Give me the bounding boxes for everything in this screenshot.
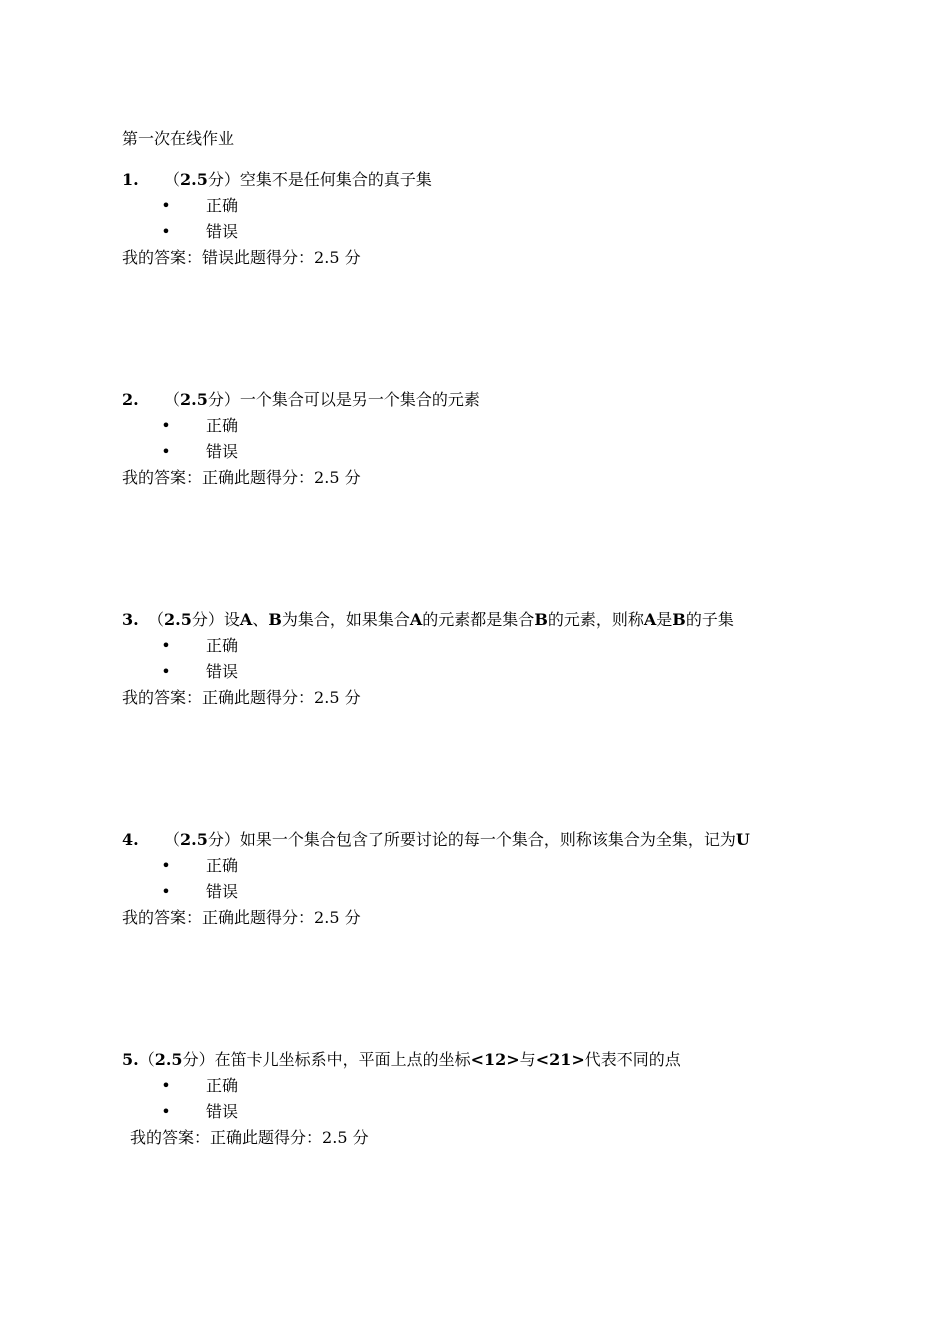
- score-open: （: [164, 170, 181, 189]
- text-part: 、: [252, 610, 269, 629]
- score-suffix: 分: [344, 688, 361, 707]
- text-part-bold: B: [534, 610, 548, 629]
- option-true[interactable]: [122, 1076, 842, 1096]
- option-label: 错误: [206, 882, 239, 901]
- text-part: 的子集: [685, 610, 734, 629]
- option-label: 正确: [206, 1076, 239, 1095]
- score-unit: 分）: [207, 390, 240, 409]
- score-suffix: 分: [344, 908, 361, 927]
- option-true[interactable]: [122, 196, 842, 216]
- option-list: [122, 196, 842, 242]
- question-stem: [122, 610, 842, 630]
- text-part: 如果一个集合包含了所要讨论的每一个集合，则称该集合为全集，记为: [239, 830, 736, 849]
- question-score: 2.5: [180, 390, 208, 409]
- text-part: 与: [519, 1050, 536, 1069]
- points-value: 2.5: [314, 908, 340, 927]
- question-text: [240, 830, 750, 849]
- score-prefix: 此题得分：: [242, 1128, 323, 1147]
- question-number: 1.: [122, 170, 139, 189]
- option-label: 错误: [206, 1102, 239, 1121]
- question-3: [122, 610, 842, 708]
- answer-line: [122, 468, 842, 488]
- text-part: 的元素都是集合: [422, 610, 535, 629]
- bullet-icon: •: [161, 222, 171, 241]
- bullet-icon: •: [161, 662, 171, 681]
- question-number: 2.: [122, 390, 139, 409]
- answer-value: 正确: [202, 908, 235, 927]
- question-stem: [122, 830, 842, 850]
- text-part: 设: [223, 610, 240, 629]
- text-part-bold: A: [239, 610, 253, 629]
- answer-prefix: 我的答案：: [130, 1128, 211, 1147]
- bullet-icon: •: [161, 1102, 171, 1121]
- bullet-icon: •: [161, 882, 171, 901]
- option-list: [122, 416, 842, 462]
- question-4: [122, 830, 842, 928]
- answer-prefix: 我的答案：: [122, 468, 203, 487]
- question-score: 2.5: [180, 170, 208, 189]
- answer-prefix: 我的答案：: [122, 908, 203, 927]
- score-suffix: 分: [344, 468, 361, 487]
- text-part-bold: <21>: [535, 1050, 585, 1069]
- score-open: （: [164, 390, 181, 409]
- question-text: 一个集合可以是另一个集合的元素: [239, 390, 480, 409]
- points-value: 2.5: [314, 248, 340, 267]
- text-part: 的元素，则称: [547, 610, 644, 629]
- score-unit: 分）: [207, 830, 240, 849]
- question-2: [122, 390, 842, 488]
- text-part-bold: A: [643, 610, 657, 629]
- question-score: 2.5: [164, 610, 192, 629]
- points-value: 2.5: [314, 688, 340, 707]
- bullet-icon: •: [161, 856, 171, 875]
- text-part-bold: B: [672, 610, 686, 629]
- text-part: 为集合，如果集合: [281, 610, 410, 629]
- bullet-icon: •: [161, 196, 171, 215]
- score-open: （: [148, 610, 165, 629]
- points-value: 2.5: [322, 1128, 348, 1147]
- answer-prefix: 我的答案：: [122, 688, 203, 707]
- score-prefix: 此题得分：: [234, 248, 315, 267]
- question-number: 5.: [122, 1050, 139, 1069]
- text-part: 代表不同的点: [584, 1050, 681, 1069]
- points-value: 2.5: [314, 468, 340, 487]
- option-list: [122, 856, 842, 902]
- score-unit: 分）: [182, 1050, 215, 1069]
- option-false[interactable]: [122, 442, 842, 462]
- text-part: 是: [656, 610, 673, 629]
- option-true[interactable]: [122, 416, 842, 436]
- answer-line: [122, 248, 842, 268]
- option-label: 正确: [206, 196, 239, 215]
- score-unit: 分）: [191, 610, 224, 629]
- question-stem: [122, 1050, 842, 1070]
- option-false[interactable]: [122, 662, 842, 682]
- question-text: [215, 1050, 681, 1069]
- answer-prefix: 我的答案：: [122, 248, 203, 267]
- option-label: 正确: [206, 636, 239, 655]
- option-label: 错误: [206, 442, 239, 461]
- option-label: 正确: [206, 856, 239, 875]
- answer-line: [122, 1128, 842, 1148]
- document-title: 第一次在线作业: [122, 129, 235, 148]
- bullet-icon: •: [161, 442, 171, 461]
- question-stem: [122, 390, 842, 410]
- text-part-bold: A: [409, 610, 423, 629]
- text-part-bold: B: [268, 610, 282, 629]
- bullet-icon: •: [161, 1076, 171, 1095]
- question-stem: [122, 170, 842, 190]
- score-prefix: 此题得分：: [234, 688, 315, 707]
- score-suffix: 分: [344, 248, 361, 267]
- question-text: 空集不是任何集合的真子集: [239, 170, 432, 189]
- answer-value: 正确: [210, 1128, 243, 1147]
- answer-value: 错误: [202, 248, 235, 267]
- score-open: （: [164, 830, 181, 849]
- answer-line: [122, 688, 842, 708]
- question-score: 2.5: [154, 1050, 183, 1069]
- question-number: 3.: [122, 610, 139, 629]
- option-true[interactable]: [122, 636, 842, 656]
- answer-line: [122, 908, 842, 928]
- option-label: 正确: [206, 416, 239, 435]
- question-number: 4.: [122, 830, 139, 849]
- answer-value: 正确: [202, 688, 235, 707]
- question-1: [122, 170, 842, 268]
- score-prefix: 此题得分：: [234, 908, 315, 927]
- option-label: 错误: [206, 222, 239, 241]
- score-suffix: 分: [352, 1128, 369, 1147]
- option-label: 错误: [206, 662, 239, 681]
- question-5: [122, 1050, 842, 1148]
- score-open: （: [138, 1050, 155, 1069]
- text-part-bold: <12>: [470, 1050, 520, 1069]
- score-unit: 分）: [207, 170, 240, 189]
- bullet-icon: •: [161, 416, 171, 435]
- question-text: [224, 610, 734, 629]
- option-false[interactable]: [122, 222, 842, 242]
- option-true[interactable]: [122, 856, 842, 876]
- option-list: [122, 1076, 842, 1122]
- score-prefix: 此题得分：: [234, 468, 315, 487]
- option-false[interactable]: [122, 882, 842, 902]
- option-list: [122, 636, 842, 682]
- answer-value: 正确: [202, 468, 235, 487]
- text-part-bold: U: [735, 830, 750, 849]
- option-false[interactable]: [122, 1102, 842, 1122]
- question-score: 2.5: [180, 830, 208, 849]
- bullet-icon: •: [161, 636, 171, 655]
- text-part: 在笛卡儿坐标系中，平面上点的坐标: [214, 1050, 471, 1069]
